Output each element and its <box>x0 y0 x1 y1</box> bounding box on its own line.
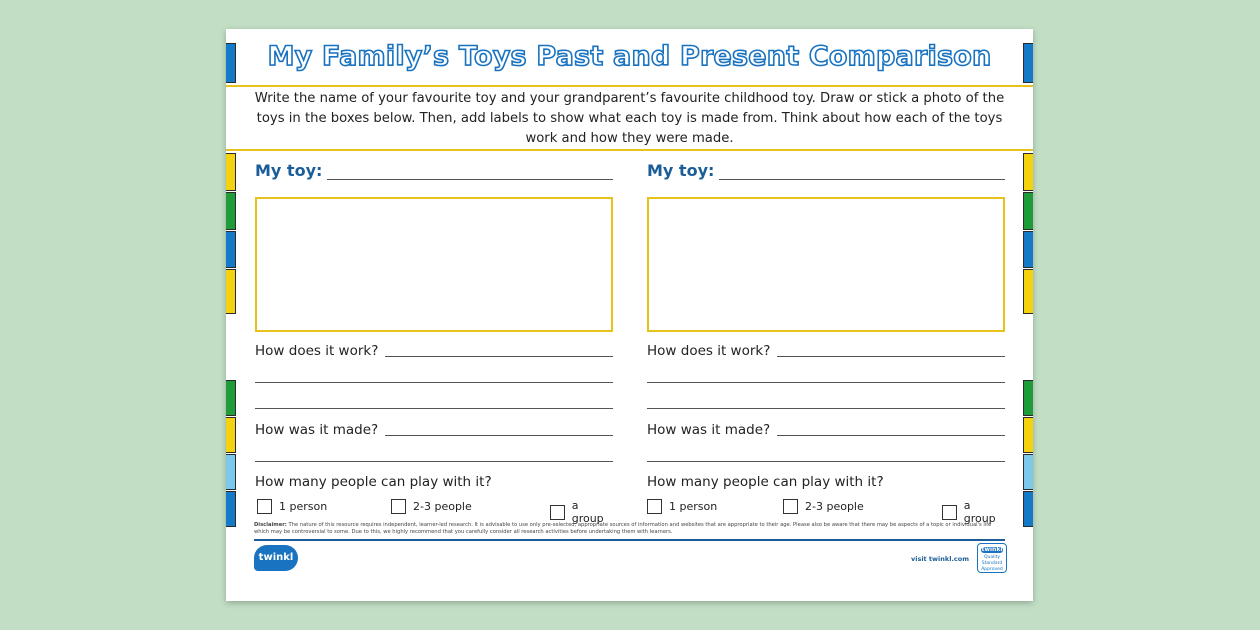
disclaimer-label: Disclaimer: <box>254 522 287 528</box>
answer-line[interactable] <box>385 435 613 436</box>
option-label: a group <box>571 499 604 525</box>
divider <box>226 149 1033 151</box>
toy-label: My toy: <box>255 161 323 180</box>
option-label: 2-3 people <box>413 500 472 513</box>
toy-column-left <box>255 157 613 527</box>
right-decor-block <box>1023 380 1033 416</box>
left-decor-block <box>226 153 236 191</box>
badge-logo: twinkl <box>981 546 1003 553</box>
answer-line[interactable] <box>647 408 1005 409</box>
checkbox[interactable] <box>391 499 406 514</box>
right-decor-block <box>1023 231 1033 268</box>
option-label: 2-3 people <box>805 500 864 513</box>
left-decor-block <box>226 269 236 314</box>
quality-badge-icon <box>977 543 1007 573</box>
question-how-made: How was it made? <box>255 422 379 438</box>
option-2-3-people[interactable] <box>391 499 472 514</box>
badge-text: Quality Standard Approved <box>981 555 1003 572</box>
left-decor-block <box>226 454 236 490</box>
answer-line[interactable] <box>255 408 613 409</box>
answer-line[interactable] <box>255 461 613 462</box>
right-decor-block <box>1023 454 1033 490</box>
checkbox[interactable] <box>550 505 565 520</box>
option-label: 1 person <box>669 500 718 513</box>
question-players: How many people can play with it? <box>647 474 884 490</box>
checkbox[interactable] <box>257 499 272 514</box>
answer-line[interactable] <box>647 461 1005 462</box>
toy-name-line[interactable] <box>327 179 613 180</box>
instructions: Write the name of your favourite toy and your grandparent’s favourite childhood toy. Draw or stick a photo of the toys in the boxes below. Then, add labels to show what each toy is made from. Think about how each of the toys work and how they were made. <box>254 91 1005 146</box>
question-how-made: How was it made? <box>647 422 771 438</box>
answer-line[interactable] <box>385 356 613 357</box>
left-decor-block <box>226 192 236 230</box>
toy-drawing-box[interactable] <box>255 197 613 332</box>
left-decor-block <box>226 380 236 416</box>
left-decor-block <box>226 417 236 453</box>
option-label: 1 person <box>279 500 328 513</box>
left-decor-block <box>226 231 236 268</box>
visit-link[interactable]: visit twinkl.com <box>910 555 969 563</box>
question-how-work: How does it work? <box>647 343 771 359</box>
question-how-work: How does it work? <box>255 343 379 359</box>
checkbox[interactable] <box>942 505 957 520</box>
toy-drawing-box[interactable] <box>647 197 1005 332</box>
toy-column-right <box>647 157 1005 527</box>
option-1-person[interactable] <box>257 499 327 514</box>
left-decor-block <box>226 491 236 527</box>
toy-label: My toy: <box>647 161 715 180</box>
disclaimer <box>254 522 1005 535</box>
disclaimer-text: The nature of this resource requires independent, learner-led research. It is advisable to use only pre-selected, appropriate sources of information and websites that are appropriate to their age. Please also be aware that there may be aspects of a topic or individual's life which may be controversial to some. Due to this, we highly recommend that you carefully consider all research activities before undertaking them with learners. <box>254 522 992 535</box>
checkbox[interactable] <box>647 499 662 514</box>
answer-line[interactable] <box>647 382 1005 383</box>
right-decor-block <box>1023 491 1033 527</box>
footer-divider <box>254 539 1005 541</box>
right-decor-block <box>1023 153 1033 191</box>
worksheet <box>226 29 1033 601</box>
right-decor-block <box>1023 269 1033 314</box>
answer-line[interactable] <box>777 435 1005 436</box>
toy-name-line[interactable] <box>719 179 1005 180</box>
option-label: a group <box>963 499 996 525</box>
title-band <box>226 35 1033 87</box>
option-1-person[interactable] <box>647 499 717 514</box>
right-decor-block <box>1023 417 1033 453</box>
right-decor-block <box>1023 192 1033 230</box>
question-players: How many people can play with it? <box>255 474 492 490</box>
twinkl-logo[interactable]: twinkl <box>254 545 298 571</box>
checkbox[interactable] <box>783 499 798 514</box>
answer-line[interactable] <box>255 382 613 383</box>
option-2-3-people[interactable] <box>783 499 864 514</box>
answer-line[interactable] <box>777 356 1005 357</box>
page-title: My Family’s Toys Past and Present Comparison <box>267 41 992 72</box>
